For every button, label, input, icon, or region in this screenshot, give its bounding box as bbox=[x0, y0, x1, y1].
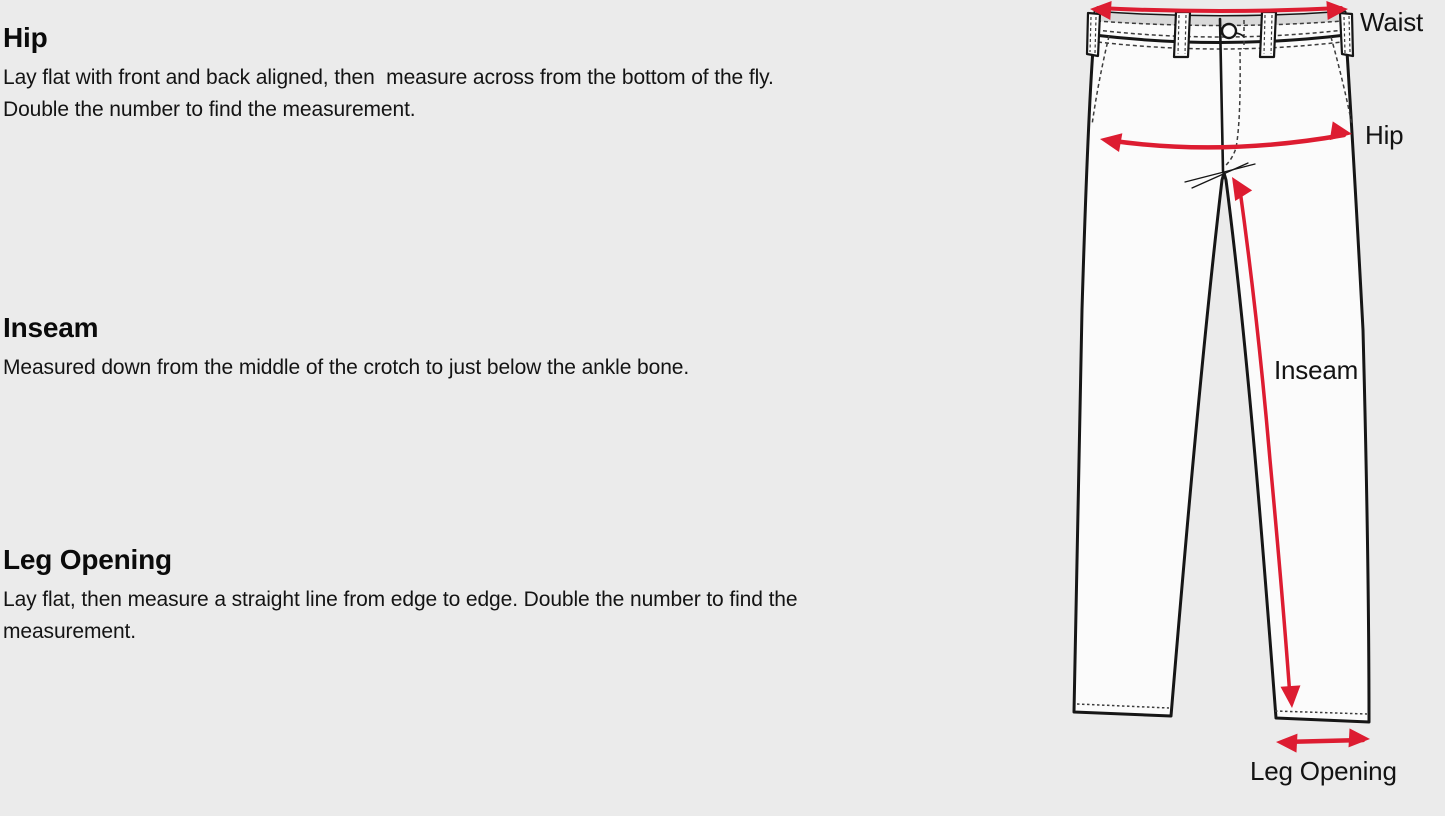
section-hip-heading: Hip bbox=[3, 22, 48, 53]
section-body-line: Double the number to find the measurement. bbox=[3, 97, 416, 121]
section-inseam-body bbox=[3, 352, 983, 384]
section-leg-opening-heading: Leg Opening bbox=[3, 544, 172, 575]
section-inseam-heading: Inseam bbox=[3, 312, 99, 343]
leg-opening-arrow bbox=[1276, 728, 1371, 752]
waist-label: Waist bbox=[1360, 7, 1424, 37]
section-hip-body bbox=[3, 62, 983, 125]
section-body-line: Lay flat, then measure a straight line from edge to edge. Double the number to find the bbox=[3, 588, 798, 611]
section-hip bbox=[3, 21, 983, 125]
section-body-line: measurement. bbox=[3, 619, 137, 643]
leg-opening-label: Leg Opening bbox=[1250, 756, 1397, 786]
section-body-line: Lay flat with front and back aligned, then measure across from the bottom of the fly. bbox=[3, 66, 774, 89]
inseam-label: Inseam bbox=[1274, 355, 1359, 385]
section-leg-opening-body bbox=[3, 584, 983, 647]
section-leg-opening bbox=[3, 543, 983, 647]
section-inseam bbox=[3, 311, 983, 384]
hip-label: Hip bbox=[1365, 120, 1404, 150]
section-body-line: Measured down from the middle of the crotch to just below the ankle bone. bbox=[3, 356, 690, 379]
